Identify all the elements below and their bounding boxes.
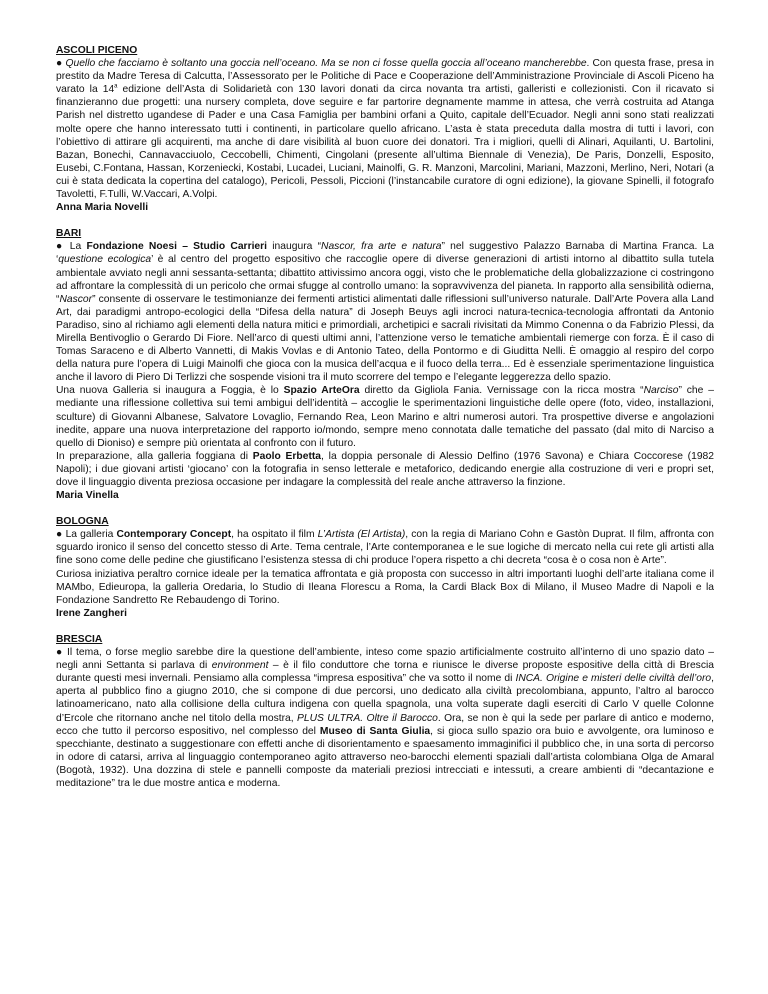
italic-text: Quello che facciamo è soltanto una goccia nell’oceano. Ma se non ci fosse quella goccia all’oceano mancherebbe (65, 58, 587, 70)
text-run: – è il filo conduttore che torna e riunisce le diverse proposte espositive della città di Brescia durante questi mesi invernali. Pensiamo alla complessa “impresa espositiva” che va sotto il nome di (56, 660, 714, 685)
paragraph (56, 240, 714, 384)
section-title: BRESCIA (56, 633, 103, 645)
text-run: ● La galleria (56, 529, 117, 541)
italic-text: Narciso (643, 385, 679, 397)
text-run: ” nel suggestivo Palazzo Barnaba di Martina Franca. La ‘ (56, 241, 714, 266)
article-section (56, 227, 714, 502)
text-run: diretto da Gigliola Fania. Vernissage con la ricca mostra “ (359, 385, 644, 397)
bold-text: Paolo Erbetta (252, 450, 322, 462)
text-run: , si gioca sullo spazio ora buio e avvolgente, ora luminoso e specchiante, destinato a suggestionare con effetti anche di disorientamento e spaesamento immaginifici il pubblico che, in una sorta di percorso in odore di catarsi, arriva al linguaggio contemporaneo agito attraverso neo-barocchi elementi spaziali dall’artista colombiana Olga de Amaral (Bogotà, 1932). Una dozzina di stele e pannelli composte da materiali preziosi intrecciati e intessuti, a creare ambienti di “decantazione e meditazione” tra le due mostre antica e moderna. (56, 725, 714, 789)
italic-text: Nascor, fra arte e natura (321, 241, 442, 253)
text-run: ” consente di osservare le testimonianze dei fermenti artistici alimentati dalle riflessioni sull’universo naturale. Dall’Arte Povera alla Land Art, dai paradigmi antropo-ecologici della “Difesa della natura” di Joseph Beuys agli incroci natura-tecnica-tecnologia affrontati da Antonio Paradiso, sino al richiamo agli elementi della natura mitici e primordiali, archetipici e sacrali rivisitati da Mimmo Conenna o da Fabrizio Plessi, da Mirella Bentivoglio o Gerardo Di Fiore. Nell’arco di questi ultimi anni, l’attenzione verso le tematiche ambientali riemerge con forza. È il caso di Tomas Saraceno e di Alberto Vannetti, di Makis Vovlas e di Antonio Tateo, della Pontormo e di Giuditta Nelli. È omaggio al respiro del corpo della natura pure l’opera di Luigi Mainolfi che gioca con la musica dell’acqua e il fuoco della terra... Ed è essenziale sperimentazione linguistica anche il lavoro di Piero Di Terlizzi che sospende visioni tra il muto scorrere del tempo e l’elegante leggerezza dello spazio. (56, 293, 714, 384)
article-section (56, 44, 714, 214)
paragraph (56, 528, 714, 567)
italic-text: PLUS ULTRA. Oltre il Barocco (296, 712, 438, 724)
text-run: ● (56, 58, 66, 70)
paragraph (56, 450, 714, 489)
bold-text: Fondazione Noesi – Studio Carrieri (86, 241, 268, 253)
text-run: edizione dell’Asta di Solidarietà con 130 lavori donati da circa novanta tra artisti, galleristi e collezionisti. Con il ricavato si finanzieranno due progetti: una nursery completa, dove seguire e far partorire degnamente mamme in attesa, che verrà costruita ad Atanga Parish nel distretto ugandese di Pader e una Casa Famiglia per bambini orfani a Quito, capitale dell’Ecuador. Negli anni sono stati realizzati molte opere che hanno interessato tutti i continenti, in particolare quello africano. L’asta è stata preceduta dalla mostra di tutti i lavori, con l’obiettivo di attirare gli acquirenti, ma anche di dare visibilità al buon cuore dei donatori. Tra i migliori, quelli di Alinari, Aquilanti, U. Bartolini, Bazan, Bonechi, Cannavacciuolo, Ceccobelli, Chimenti, Cingolani (presente all’ultima Biennale di Venezia), De Paris, Donzelli, Esposito, Eusebi, C.Fontana, Hassan, Korzeniecki, Kostabi, Lucadei, Luciani, Mainolfi, G. R. Manzoni, Marcolini, Mariani, Mazzoni, Merlino, Neri, Notari (a cui è stata dedicata la copertina del catalogo), Pericoli, Pessoli, Piccioni (l’instancabile curatore di ogni edizione), la giovane Spinelli, il fotografo Tavoletti, F.Tulli, W.Vaccari, A.Volpi. (56, 84, 714, 201)
text-run: ’ è al centro del progetto espositivo che raccoglie opere di diverse generazioni di artisti intorno al dibattito sulla tutela ambientale avviato negli anni sessanta-settanta; dibattito attivissimo ancora oggi, visto che le problematiche della globalizzazione ci costringono ad affrontare la complessità di un pericolo che ormai sfugge al controllo umano: la sopravvivenza del pianeta. In rapporto alla sensibilità odierna, “ (56, 254, 714, 305)
bold-text: Museo di Santa Giulia (319, 725, 431, 737)
text-run: In preparazione, alla galleria foggiana di (56, 450, 253, 462)
italic-text: questione ecologica (58, 254, 152, 266)
section-title: ASCOLI PICENO (56, 45, 138, 56)
text-run: Curiosa iniziativa peraltro cornice ideale per la tematica affrontata e già proposta con successo in altri importanti luoghi dell’arte italiana come il MAMbo, Edieuropa, la galleria Oredaria, lo Studio di Ileana Florescu a Roma, la Cardi Black Box di Milano, il Museo Madre di Napoli e la Fondazione Sandretto Re Rebaudengo di Torino. (56, 568, 714, 606)
italic-text: L’Artista (El Artista) (317, 529, 406, 541)
article-section (56, 633, 714, 790)
bold-text: Spazio ArteOra (283, 385, 360, 397)
text-run: . Ora, se non è qui la sede per parlare di antico e moderno, ecco che tutto il percorso espositivo, nel complesso del (56, 712, 714, 737)
italic-text: Nascor (59, 293, 93, 305)
paragraph (56, 57, 714, 201)
author-name: Anna Maria Novelli (56, 202, 149, 214)
author-name: Maria Vinella (56, 490, 119, 502)
paragraph (56, 568, 714, 607)
paragraph (56, 384, 714, 449)
text-run: , con la regia di Mariano Cohn e Gastòn Duprat. Il film, affronta con sguardo ironico il senso del concetto stesso di Arte. Tema centrale, l’Arte contemporanea e le sue logiche di mercato nella cui rete gli artisti alla fine sono come delle pedine che giustificano l’esistenza stessa di chi produce l’opera rispetto a chi decreta “cosa è o cosa non è Arte”. (56, 529, 714, 567)
italic-text: INCA. Origine e misteri delle civiltà dell’oro (515, 673, 712, 685)
section-title: BARI (56, 228, 82, 240)
text-run: ● La (56, 241, 87, 253)
text-run: Una nuova Galleria si inaugura a Foggia, è lo (56, 385, 284, 397)
text-run: ” che – mediante una riflessione collettiva sui temi ambigui dell’identità – accoglie le sperimentazioni linguistiche delle opere (foto, video, installazioni, sculture) di Giovanni Albanese, Salvatore Lovaglio, Fernando Rea, Leon Marino e altri numerosi autori. Tra prospettive diverse e angolazioni inedite, appare una nuova interpretazione del rapporto io/mondo, sempre meno connotata dalle tematiche del passato (dal mito di Narciso a quello di Dioniso) e sempre più orientata al confronto con il futuro. (56, 385, 714, 449)
superscript-text: a (114, 83, 118, 90)
bold-text: Contemporary Concept (116, 529, 232, 541)
paragraph (56, 646, 714, 790)
article-section (56, 515, 714, 620)
text-run: , ha ospitato il film (231, 529, 318, 541)
section-title: BOLOGNA (56, 516, 109, 528)
italic-text: environment (211, 660, 269, 672)
text-run: , la doppia personale di Alessio Delfino (1976 Savona) e Chiara Coccorese (1982 Napoli); i due giovani artisti ‘giocano’ con la fotografia in senso letterale e metaforico, dedicando energie alla costruzione di veri e propri set, dove il linguaggio diventa preziosa occasione per indagare la complessità del reale anche attraverso la finzione. (56, 450, 714, 488)
author-name: Irene Zangheri (56, 607, 127, 619)
text-run: , aperta al pubblico fino a giugno 2010, che si compone di due percorsi, uno dedicato alla civiltà precolombiana, appunto, l’altro al barocco latinoamericano, nato alla collisione della cultura indigena con quella spagnola, una volta superate dagli eserciti di Carlo V quelle Colonne d’Ercole che ritornano anche nel titolo della mostra, (56, 673, 714, 724)
text-run: inaugura “ (267, 241, 322, 253)
text-run: . Con questa frase, presa in prestito da Madre Teresa di Calcutta, l’Assessorato per le Politiche di Pace e Cooperazione dell’Amministrazione Provinciale di Ascoli Piceno ha varato la 14 (56, 58, 714, 96)
text-run: ● Il tema, o forse meglio sarebbe dire la questione dell’ambiente, inteso come spazio artificialmente costruito all’interno di uno spazio dato – negli anni Settanta si parlava di (56, 647, 714, 672)
